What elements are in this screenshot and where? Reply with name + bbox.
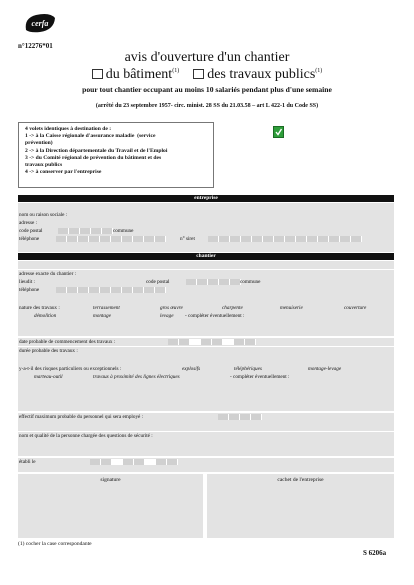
spacer: [18, 294, 394, 304]
nature-option[interactable]: levage: [160, 313, 174, 319]
field-label: commune: [113, 228, 134, 234]
securite-extra-field[interactable]: [18, 440, 394, 456]
nature-option[interactable]: montage: [93, 313, 111, 319]
cachet-box[interactable]: [207, 474, 394, 538]
copies-line: 2 -> à la Direction départementale du Travail et de l'Emploi: [25, 147, 168, 154]
cachet-label: cachet de l'entreprise: [277, 477, 324, 483]
copy-checkbox-icon[interactable]: [273, 126, 284, 138]
legal-reference: (arrêté du 23 septembre 1957- circ. minist. 28 SS du 21.03.58 – art L 422-1 du Code SS): [95, 103, 319, 109]
signature-box[interactable]: [18, 474, 203, 538]
field-label: lieudit :: [19, 279, 35, 285]
effectif-row[interactable]: [18, 413, 394, 421]
field-label: téléphone: [19, 236, 40, 242]
nature-option[interactable]: terrassement: [93, 305, 120, 311]
spacer: [18, 243, 394, 252]
field-label: adresse exacte du chantier :: [19, 271, 77, 277]
nature-row-2: [18, 312, 394, 320]
copies-line: travaux publics: [25, 162, 63, 169]
field-label: code postal: [19, 228, 43, 234]
field-label: nom ou raison sociale :: [19, 212, 68, 218]
date-row[interactable]: [18, 338, 394, 346]
footnote: (1) cocher la case correspondante: [18, 541, 92, 547]
spacer: [18, 261, 394, 269]
chantier-adresse-row[interactable]: [18, 270, 394, 278]
postal-code-cells[interactable]: [58, 228, 113, 234]
phone-cells[interactable]: [56, 236, 166, 242]
date-cells[interactable]: [90, 459, 178, 465]
field-label: - compléter éventuellement :: [185, 313, 245, 319]
field-label: établi le: [19, 459, 36, 465]
entreprise-tel-row[interactable]: [18, 235, 394, 243]
field-label: adresse :: [19, 220, 38, 226]
spacer: [18, 466, 394, 472]
copies-line: 4 -> à conserver par l'entreprise: [25, 169, 102, 176]
nature-option[interactable]: gros œuvre: [160, 305, 183, 311]
subtitle: pour tout chantier occupant au moins 10 salariés pendant plus d'une semaine: [82, 85, 332, 94]
chantier-heading: chantier: [18, 253, 394, 260]
copies-line: 4 volets identiques à destination de :: [25, 126, 112, 132]
travaux-publics-checkbox[interactable]: [193, 69, 204, 79]
nature-row-1: [18, 304, 394, 312]
spacer: [18, 355, 394, 365]
field-label: effectif maximum probable du personnel qui sera employé :: [19, 414, 144, 420]
field-label: nom et qualité de la personne chargée des questions de sécurité :: [19, 433, 153, 439]
option-tp-label: des travaux publics: [207, 67, 316, 82]
risques-extra-field[interactable]: [18, 381, 394, 411]
form-number: n°12276*01: [18, 42, 53, 50]
footnote-marker: (1): [172, 68, 180, 74]
securite-row[interactable]: [18, 432, 394, 440]
nature-option[interactable]: couverture: [344, 305, 367, 311]
risques-row-1: [18, 365, 394, 373]
entreprise-heading: entreprise: [18, 195, 394, 202]
field-label: code postal: [146, 279, 170, 285]
chantier-lieudit-row[interactable]: [18, 278, 394, 286]
spacer: [18, 421, 394, 431]
risk-option[interactable]: téléphériques: [234, 366, 262, 372]
field-label: téléphone: [19, 287, 40, 293]
field-label: - compléter éventuellement :: [230, 374, 290, 380]
nature-extra-field[interactable]: [18, 320, 394, 336]
copies-line: prévention): [25, 140, 53, 147]
option-batiment-label: du bâtiment: [105, 67, 173, 82]
page-title: avis d'ouverture d'un chantier: [124, 50, 290, 65]
copies-line: 1 -> à la Caisse régionale d'assurance maladie (service: [25, 133, 156, 140]
risk-option[interactable]: montage-levage: [308, 366, 342, 372]
effectif-cells[interactable]: [218, 414, 262, 420]
etabli-row[interactable]: [18, 458, 394, 466]
nature-option[interactable]: démolition: [34, 313, 57, 319]
postal-code-cells[interactable]: [186, 279, 241, 285]
risk-option[interactable]: marteau-outil: [34, 374, 63, 380]
risques-row-2: [18, 373, 394, 381]
work-type-options: [0, 67, 414, 83]
entreprise-nom-row[interactable]: [18, 211, 394, 219]
risk-option[interactable]: explosifs: [182, 366, 201, 372]
entreprise-cp-row[interactable]: [18, 227, 394, 235]
field-label: n° siret: [180, 236, 195, 242]
signature-label: signature: [100, 477, 121, 483]
logo-text: cerfa: [31, 19, 49, 28]
nature-option[interactable]: menuiserie: [280, 305, 303, 311]
entreprise-adresse-row[interactable]: [18, 219, 394, 227]
copies-box: [18, 122, 214, 188]
field-label: durée probable des travaux :: [19, 348, 78, 354]
field-label: commune: [240, 279, 261, 285]
copies-line: 3 -> du Comité régional de prévention du bâtiment et des: [25, 154, 162, 161]
field-label: date probable de commencement des travaux :: [19, 339, 116, 345]
date-cells[interactable]: [168, 339, 256, 345]
risk-option[interactable]: travaux à proximité des lignes électriques: [93, 374, 180, 380]
batiment-checkbox[interactable]: [92, 69, 103, 79]
form-reference: S 6206a: [363, 549, 387, 557]
footnote-marker: (1): [315, 68, 323, 74]
cerfa-logo: [22, 12, 58, 34]
nature-option[interactable]: charpente: [222, 305, 243, 311]
field-label: y-a-t-il des risques particuliers ou exceptionnels :: [19, 366, 122, 372]
chantier-tel-row[interactable]: [18, 286, 394, 294]
field-label: nature des travaux :: [19, 305, 60, 311]
spacer: [18, 203, 394, 211]
phone-cells[interactable]: [56, 287, 166, 293]
duree-row[interactable]: [18, 347, 394, 355]
siret-cells[interactable]: [208, 236, 362, 242]
